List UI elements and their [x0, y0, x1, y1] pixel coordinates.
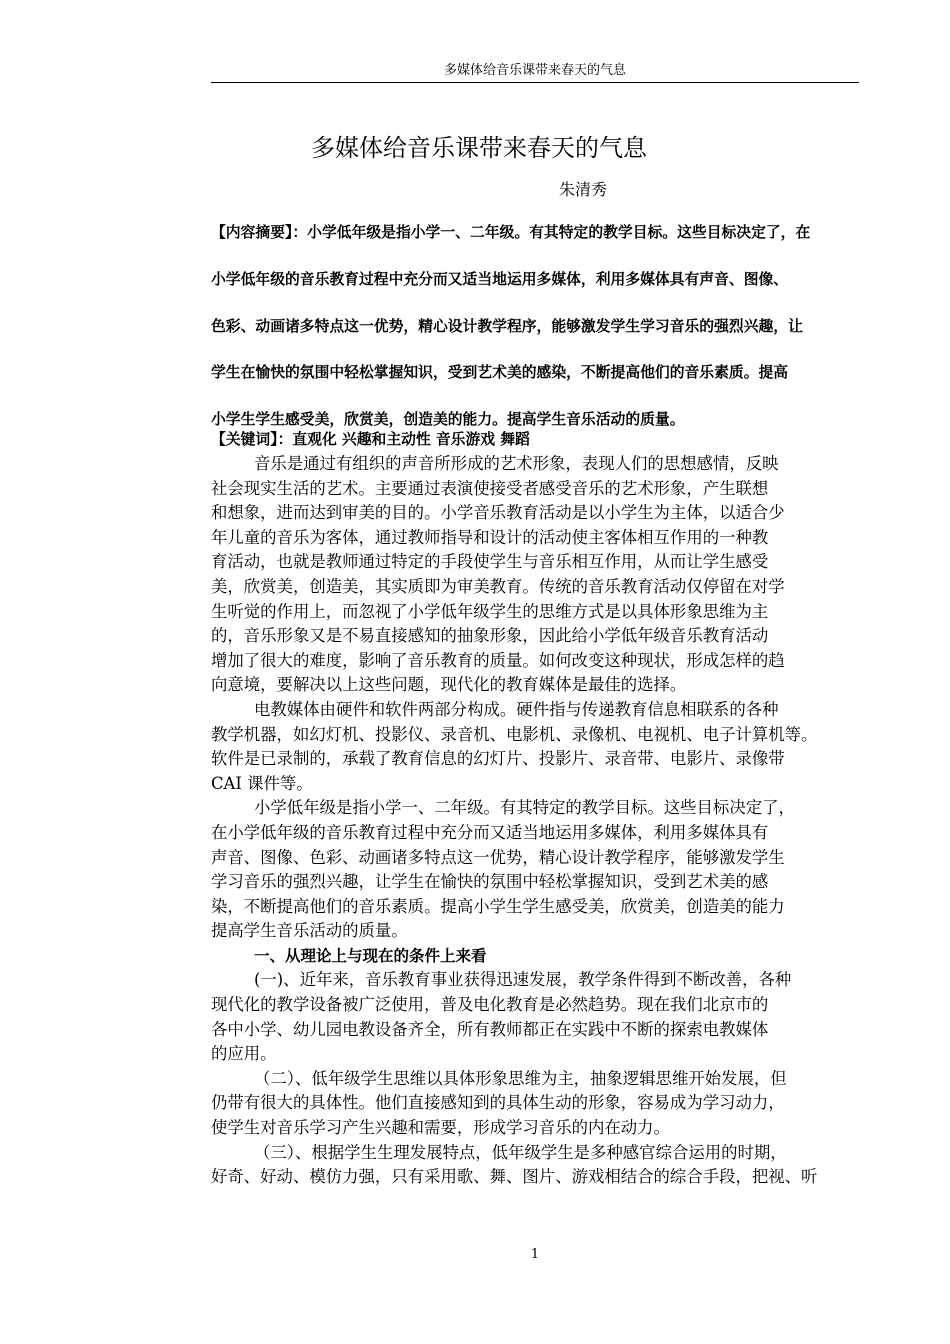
text-line: 仍带有很大的具体性。他们直接感知到的具体生动的形象，容易成为学习动力，	[211, 1093, 785, 1113]
text-line: 声音、图像、色彩、动画诸多特点这一优势，精心设计教学程序，能够激发学生	[211, 847, 785, 867]
text-line: 向意境，要解决以上这些问题，现代化的教育媒体是最佳的选择。	[211, 675, 687, 695]
text-line: 各中小学、幼儿园电教设备齐全，所有教师都正在实践中不断的探索电教媒体	[211, 1019, 769, 1039]
paragraph-1	[211, 452, 859, 698]
text-line: 软件是已录制的，承载了教育信息的幻灯片、投影片、录音带、电影片、录像带	[211, 749, 785, 769]
document-title: 多媒体给音乐课带来春天的气息	[311, 134, 647, 162]
abstract-line: 小学生学生感受美，欣赏美，创造美的能力。提高学生音乐活动的质量。	[211, 411, 685, 429]
text-line: 现代化的教学设备被广泛使用，普及电化教育是必然趋势。现在我们北京市的	[211, 995, 769, 1015]
abstract-line: 小学低年级的音乐教育过程中充分而又适当地运用多媒体，利用多媒体具有声音、图像、	[211, 270, 789, 288]
text-line: 染，不断提高他们的音乐素质。提高小学生学生感受美，欣赏美，创造美的能力	[211, 896, 785, 916]
text-line: 小学低年级是指小学一、二年级。有其特定的教学目标。这些目标决定了，	[254, 798, 795, 818]
text-line: （二）、低年级学生思维以具体形象思维为主，抽象逻辑思维开始发展，但	[254, 1068, 787, 1088]
text-line: 和想象，进而达到审美的目的。小学音乐教育活动是以小学生为主体，以适合少	[211, 503, 785, 523]
text-line: 在小学低年级的音乐教育过程中充分而又适当地运用多媒体，利用多媒体具有	[211, 822, 769, 842]
text-line: (一)、近年来，音乐教育事业获得迅速发展，教学条件得到不断改善，各种	[254, 970, 792, 990]
section-heading: 一、从理论上与现在的条件上来看	[254, 946, 487, 965]
text-line: 电教媒体由硬件和软件两部分构成。硬件指与传递教育信息相联系的各种	[254, 699, 779, 719]
author-name: 朱清秀	[558, 180, 607, 199]
abstract-line: 色彩、动画诸多特点这一优势，精心设计教学程序，能够激发学生学习音乐的强烈兴趣，让	[211, 317, 803, 335]
text-line: 增加了很大的难度，影响了音乐教育的质量。如何改变这种现状，形成怎样的趋	[211, 650, 785, 670]
text-line: 好奇、好动、模仿力强，只有采用歌、舞、图片、游戏相结合的综合手段，把视、听	[211, 1167, 818, 1187]
text-line: CAI 课件等。	[211, 773, 313, 793]
text-line: 教学机器，如幻灯机、投影仪、录音机、电影机、录像机、电视机、电子计算机等。	[211, 724, 818, 744]
running-header: 多媒体给音乐课带来春天的气息	[443, 63, 626, 78]
header-rule	[211, 82, 859, 83]
text-line: （三）、根据学生生理发展特点，低年级学生是多种感官综合运用的时期，	[254, 1142, 787, 1162]
paragraph-4	[211, 968, 859, 1066]
keywords: 【关键词】：直观化 兴趣和主动性 音乐游戏 舞蹈	[211, 431, 530, 448]
text-line: 美，欣赏美，创造美，其实质即为审美教育。传统的音乐教育活动仅停留在对学	[211, 576, 785, 596]
text-line: 生听觉的作用上，而忽视了小学低年级学生的思维方式是以具体形象思维为主	[211, 601, 769, 621]
text-line: 年儿童的音乐为客体，通过教师指导和设计的活动使主客体相互作用的一种教	[211, 527, 769, 547]
paragraph-2	[211, 698, 859, 796]
text-line: 提高学生音乐活动的质量。	[211, 921, 408, 941]
page-number: 1	[530, 1247, 540, 1262]
paragraph-5	[211, 1067, 859, 1141]
abstract-line: 【内容摘要】：小学低年级是指小学一、二年级。有其特定的教学目标。这些目标决定了，在	[211, 224, 811, 241]
text-line: 的应用。	[211, 1044, 277, 1064]
text-line: 学习音乐的强烈兴趣，让学生在愉快的氛围中轻松掌握知识，受到艺术美的感	[211, 872, 769, 892]
body-text	[211, 452, 859, 1190]
text-line: 育活动，也就是教师通过特定的手段使学生与音乐相互作用，从而让学生感受	[211, 552, 769, 572]
text-line: 社会现实生活的艺术。主要通过表演使接受者感受音乐的艺术形象，产生联想	[211, 478, 769, 498]
text-line: 音乐是通过有组织的声音所形成的艺术形象，表现人们的思想感情，反映	[254, 454, 779, 473]
paragraph-3	[211, 796, 859, 944]
text-line: 使学生对音乐学习产生兴趣和需要，形成学习音乐的内在动力。	[211, 1118, 670, 1138]
paragraph-6	[211, 1141, 859, 1190]
text-line: 的，音乐形象又是不易直接感知的抽象形象，因此给小学低年级音乐教育活动	[211, 626, 769, 646]
abstract	[211, 219, 859, 453]
abstract-line: 学生在愉快的氛围中轻松掌握知识，受到艺术美的感染，不断提高他们的音乐素质。提高	[211, 364, 789, 382]
